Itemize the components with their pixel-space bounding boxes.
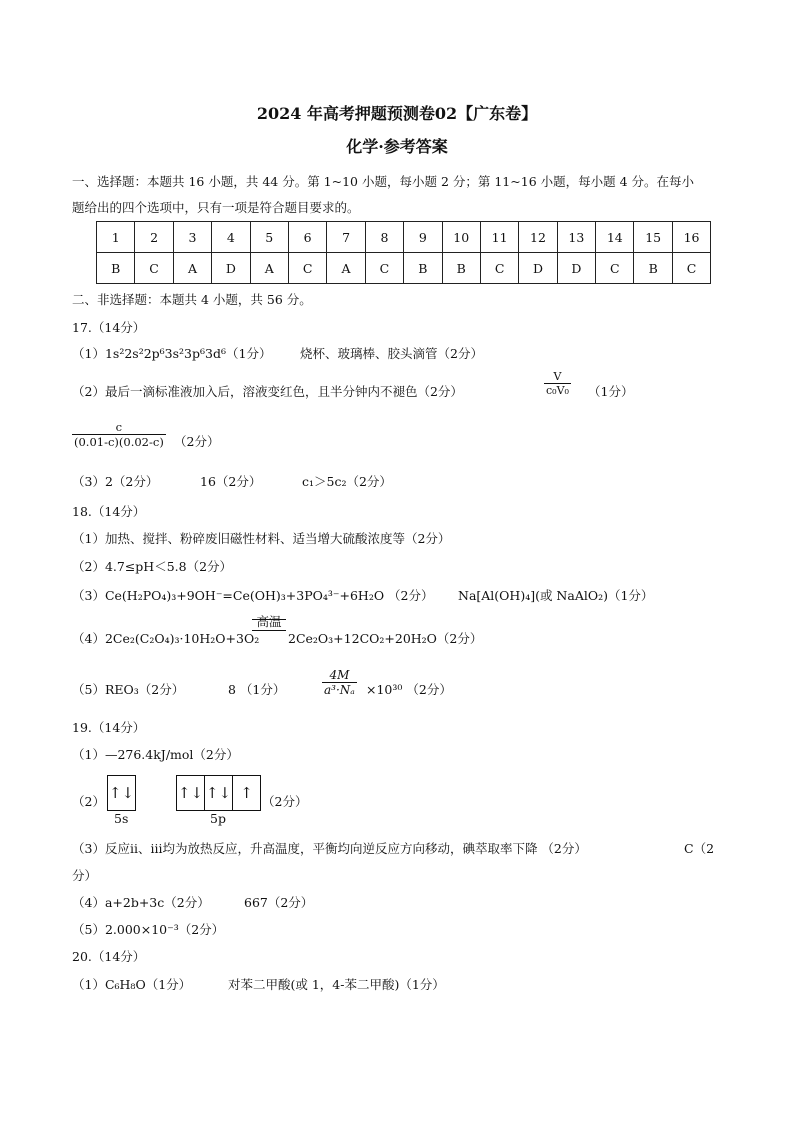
q18-part3-product: Na[Al(OH)₄](或 NaAlO₂)（1分） xyxy=(458,588,654,603)
section2-intro: 二、非选择题：本题共 4 小题，共 56 分。 xyxy=(72,292,312,307)
answer-letter: C xyxy=(480,253,518,284)
answer-number-row xyxy=(97,222,711,253)
fraction-numerator: c xyxy=(115,420,123,434)
answer-letter: A xyxy=(250,253,288,284)
answer-letter: D xyxy=(212,253,250,284)
q17-fraction-1 xyxy=(544,370,571,397)
q19-part3-choice: C（2 xyxy=(684,841,715,856)
q17-part3-b: 16（2分） xyxy=(200,474,262,489)
q20-part1-b: 对苯二甲酸(或 1，4-苯二甲酸)（1分） xyxy=(228,977,445,992)
q17-part2: （2）最后一滴标准液加入后，溶液变红色，且半分钟内不褪色（2分） xyxy=(72,384,463,399)
label-5s: 5s xyxy=(114,811,129,826)
question-number: 8 xyxy=(365,222,403,253)
q18-part4-equals xyxy=(252,619,286,620)
question-number: 14 xyxy=(596,222,634,253)
q18-part4-reactants: （4）2Ce₂(C₂O₄)₃·10H₂O+3O₂ xyxy=(72,631,260,646)
question-number: 11 xyxy=(480,222,518,253)
q18-density-fraction xyxy=(322,668,357,697)
fraction-denominator: a³·Nₐ xyxy=(324,683,355,697)
q18-part5-tail: ×10³⁰ （2分） xyxy=(366,682,452,697)
orbital-box-5p xyxy=(176,775,261,811)
fraction-numerator: V xyxy=(553,370,562,383)
fraction-denominator: c₀V₀ xyxy=(546,384,569,397)
q18-part4-condition: 高温 xyxy=(252,614,286,631)
question-number: 10 xyxy=(442,222,480,253)
section1-intro-line2: 题给出的四个选项中，只有一项是符合题目要求的。 xyxy=(72,200,360,215)
answer-letter: A xyxy=(327,253,365,284)
q19-part3-line1: （3）反应ⅱ、ⅲ均为放热反应，升高温度，平衡均向逆反应方向移动，碘萃取率下降 （2分） xyxy=(72,841,587,856)
page-title: 2024 年高考押题预测卷02【广东卷】 xyxy=(256,104,538,123)
answer-letter: C xyxy=(596,253,634,284)
answer-letter-row xyxy=(97,253,711,284)
orbital-box-5s xyxy=(107,775,136,811)
q17-part1: （1）1s²2s²2p⁶3s²3p⁶3d⁶（1分） xyxy=(72,346,272,361)
answer-letter: C xyxy=(672,253,710,284)
question-number: 2 xyxy=(135,222,173,253)
question-number: 6 xyxy=(288,222,326,253)
q17-fraction-1-score: （1分） xyxy=(588,384,634,399)
fraction-numerator: 4M xyxy=(329,668,350,682)
q19-heading: 19.（14分） xyxy=(72,720,146,735)
fraction-denominator: (0.01-c)(0.02-c) xyxy=(74,435,164,449)
q18-part4-products: 2Ce₂O₃+12CO₂+20H₂O（2分） xyxy=(288,631,483,646)
answer-letter: C xyxy=(365,253,403,284)
q19-part3-line2: 分） xyxy=(72,868,98,883)
answer-letter: C xyxy=(288,253,326,284)
q19-part2-score: （2分） xyxy=(262,794,308,809)
question-number: 12 xyxy=(519,222,557,253)
question-number: 9 xyxy=(404,222,442,253)
label-5p: 5p xyxy=(210,811,226,826)
page-subtitle: 化学·参考答案 xyxy=(346,137,448,156)
section1-intro-line1: 一、选择题：本题共 16 小题，共 44 分。第 1~10 小题，每小题 2 分；第 11~16 小题，每小题 4 分。在每小 xyxy=(72,174,695,189)
answer-table xyxy=(96,221,711,284)
q19-part4-b: 667（2分） xyxy=(244,895,314,910)
q19-part2-label: （2） xyxy=(72,794,105,809)
question-number: 15 xyxy=(634,222,672,253)
answer-letter: C xyxy=(135,253,173,284)
q19-part1: （1）—276.4kJ/mol（2分） xyxy=(72,747,239,762)
q18-part5-b: 8 （1分） xyxy=(228,682,286,697)
electron-pair: ↑↓ xyxy=(205,784,232,802)
q18-part2: （2）4.7≤pH＜5.8（2分） xyxy=(72,559,233,574)
q17-fraction-2-score: （2分） xyxy=(174,434,220,449)
answer-letter: A xyxy=(173,253,211,284)
question-number: 16 xyxy=(672,222,710,253)
q18-part3-equation: （3）Ce(H₂PO₄)₃+9OH⁻=Ce(OH)₃+3PO₄³⁻+6H₂O （2分） xyxy=(72,588,434,603)
q20-part1-a: （1）C₆H₈O（1分） xyxy=(72,977,192,992)
q18-heading: 18.（14分） xyxy=(72,504,146,519)
electron-single: ↑ xyxy=(240,784,253,802)
question-number: 4 xyxy=(212,222,250,253)
q17-part1-tools: 烧杯、玻璃棒、胶头滴管（2分） xyxy=(300,346,483,361)
electron-pair: ↑↓ xyxy=(108,784,135,802)
answer-letter: D xyxy=(519,253,557,284)
question-number: 3 xyxy=(173,222,211,253)
q17-heading: 17.（14分） xyxy=(72,320,146,335)
answer-letter: D xyxy=(557,253,595,284)
q18-part1: （1）加热、搅拌、粉碎废旧磁性材料、适当增大硫酸浓度等（2分） xyxy=(72,531,451,546)
answer-letter: B xyxy=(97,253,135,284)
electron-pair: ↑↓ xyxy=(177,784,204,802)
q18-part5-a: （5）REO₃（2分） xyxy=(72,682,185,697)
q17-part3-c: c₁＞5c₂（2分） xyxy=(302,474,392,489)
answer-letter: B xyxy=(442,253,480,284)
question-number: 1 xyxy=(97,222,135,253)
q19-part4-a: （4）a+2b+3c（2分） xyxy=(72,895,210,910)
answer-letter: B xyxy=(404,253,442,284)
q19-part5: （5）2.000×10⁻³（2分） xyxy=(72,922,225,937)
answer-letter: B xyxy=(634,253,672,284)
q17-fraction-2 xyxy=(72,420,166,449)
question-number: 7 xyxy=(327,222,365,253)
question-number: 13 xyxy=(557,222,595,253)
question-number: 5 xyxy=(250,222,288,253)
q17-part3-a: （3）2（2分） xyxy=(72,474,159,489)
q20-heading: 20.（14分） xyxy=(72,949,146,964)
